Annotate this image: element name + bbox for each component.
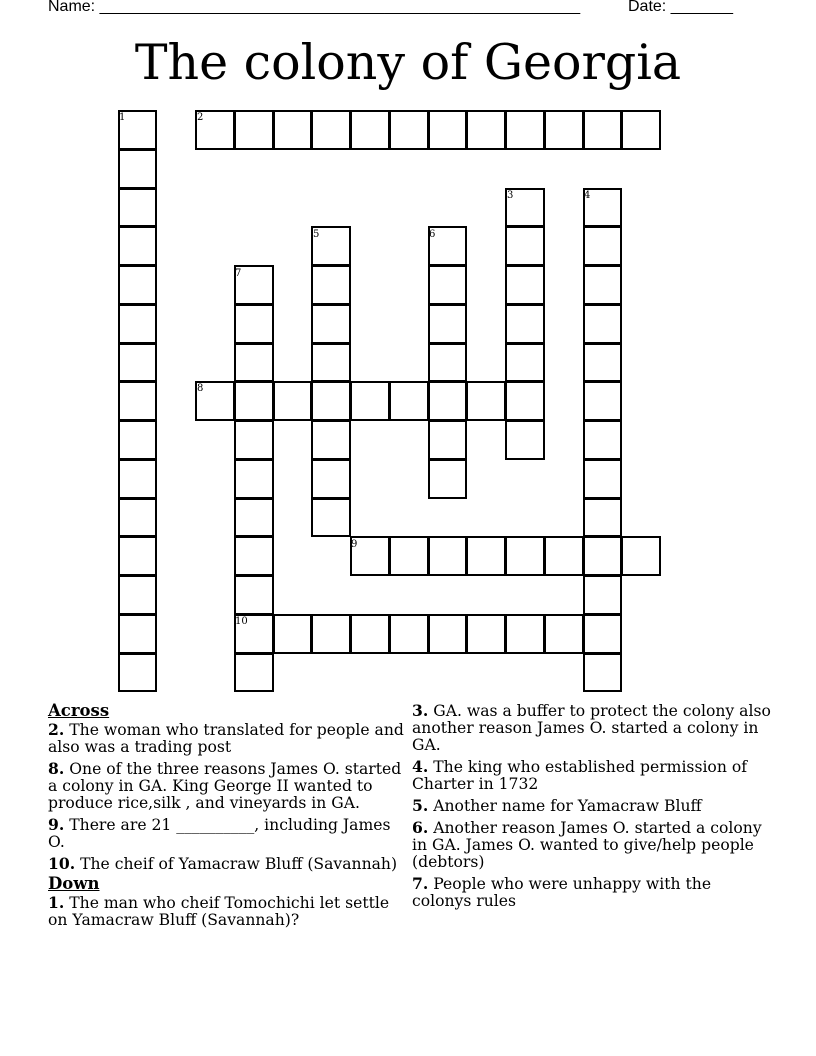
grid-cell[interactable] [234, 420, 274, 460]
date-label: Date: [628, 0, 667, 15]
grid-cell[interactable] [234, 575, 274, 615]
clue-number-9: 9 [351, 539, 358, 550]
grid-cell[interactable] [583, 459, 623, 499]
clue-number-8: 8 [197, 383, 204, 394]
down-clue-5: 5. Another name for Yamacraw Bluff [412, 796, 702, 815]
grid-cell[interactable] [234, 653, 274, 693]
grid-cell[interactable] [621, 536, 661, 576]
grid-cell[interactable] [583, 536, 623, 576]
grid-cell[interactable] [583, 653, 623, 693]
grid-cell[interactable] [234, 459, 274, 499]
down-clue-1: 1. The man who cheif Tomochichi let settle on Yamacraw Bluff (Savannah)? [48, 893, 390, 929]
grid-cell[interactable] [118, 381, 158, 421]
grid-cell[interactable] [311, 614, 351, 654]
grid-cell[interactable] [118, 614, 158, 654]
clue-number-7: 7 [235, 268, 242, 279]
grid-cell[interactable] [583, 343, 623, 383]
clue-number-4: 4 [584, 190, 591, 201]
grid-cell[interactable] [118, 536, 158, 576]
grid-cell[interactable] [428, 265, 468, 305]
grid-cell[interactable] [583, 614, 623, 654]
grid-cell[interactable] [505, 265, 545, 305]
grid-cell[interactable] [118, 149, 158, 189]
grid-cell[interactable] [234, 304, 274, 344]
grid-cell[interactable] [466, 110, 506, 150]
grid-cell[interactable] [118, 498, 158, 538]
down-clue-7: 7. People who were unhappy with the colonys rules [412, 874, 712, 910]
grid-cell[interactable] [583, 420, 623, 460]
grid-cell[interactable] [118, 304, 158, 344]
grid-cell[interactable] [505, 343, 545, 383]
grid-cell[interactable] [428, 304, 468, 344]
across-clue-10: 10. The cheif of Yamacraw Bluff (Savannah) [48, 854, 398, 873]
clue-number-2: 2 [197, 112, 204, 123]
grid-cell[interactable] [234, 110, 274, 150]
date-blank: _______ [670, 0, 733, 15]
clue-number-10: 10 [235, 616, 248, 627]
down-clue-4: 4. The king who established permission of Charter in 1732 [412, 757, 747, 793]
across-clue-9: 9. There are 21 __________, including James O. [48, 815, 391, 851]
grid-cell[interactable] [389, 614, 429, 654]
grid-cell[interactable] [311, 304, 351, 344]
grid-cell[interactable] [583, 110, 623, 150]
grid-cell[interactable] [544, 536, 584, 576]
grid-cell[interactable] [234, 536, 274, 576]
grid-cell[interactable] [311, 420, 351, 460]
grid-cell[interactable] [273, 381, 313, 421]
grid-cell[interactable] [118, 653, 158, 693]
grid-cell[interactable] [273, 614, 313, 654]
clue-number-1: 1 [119, 112, 126, 123]
grid-cell[interactable] [234, 381, 274, 421]
grid-cell[interactable] [428, 420, 468, 460]
grid-cell[interactable] [428, 110, 468, 150]
grid-cell[interactable] [583, 498, 623, 538]
grid-cell[interactable] [505, 110, 545, 150]
grid-cell[interactable] [311, 498, 351, 538]
clue-number-5: 5 [313, 229, 320, 240]
grid-cell[interactable] [505, 381, 545, 421]
clues-left-column [48, 700, 408, 933]
grid-cell[interactable] [389, 110, 429, 150]
clues-right-column [412, 702, 774, 914]
grid-cell[interactable] [350, 381, 390, 421]
page-title: The colony of Georgia [134, 34, 682, 91]
grid-cell[interactable] [583, 265, 623, 305]
across-clue-8: 8. One of the three reasons James O. started a colony in GA. King George II wanted to produce rice,silk , and vineyards in GA. [48, 759, 402, 812]
grid-cell[interactable] [118, 459, 158, 499]
grid-cell[interactable] [350, 110, 390, 150]
grid-cell[interactable] [118, 575, 158, 615]
across-clue-2: 2. The woman who translated for people and also was a trading post [48, 720, 404, 756]
grid-cell[interactable] [505, 420, 545, 460]
grid-cell[interactable] [311, 381, 351, 421]
name-label: Name: [48, 0, 96, 15]
grid-cell[interactable] [118, 265, 158, 305]
grid-cell[interactable] [466, 381, 506, 421]
grid-cell[interactable] [118, 226, 158, 266]
grid-cell[interactable] [583, 304, 623, 344]
grid-cell[interactable] [544, 110, 584, 150]
grid-cell[interactable] [583, 226, 623, 266]
grid-cell[interactable] [428, 614, 468, 654]
clue-number-6: 6 [429, 229, 436, 240]
grid-cell[interactable] [350, 614, 390, 654]
grid-cell[interactable] [118, 343, 158, 383]
down-clue-6: 6. Another reason James O. started a colony in GA. James O. wanted to give/help people (debtors) [412, 818, 762, 871]
grid-cell[interactable] [505, 226, 545, 266]
down-heading: Down [48, 874, 100, 893]
grid-cell[interactable] [311, 265, 351, 305]
grid-cell[interactable] [466, 536, 506, 576]
grid-cell[interactable] [544, 614, 584, 654]
across-heading: Across [48, 701, 110, 720]
clue-number-3: 3 [507, 190, 514, 201]
grid-cell[interactable] [389, 536, 429, 576]
grid-cell[interactable] [505, 614, 545, 654]
grid-cell[interactable] [428, 536, 468, 576]
grid-cell[interactable] [389, 381, 429, 421]
grid-cell[interactable] [234, 343, 274, 383]
grid-cell[interactable] [311, 459, 351, 499]
grid-cell[interactable] [505, 304, 545, 344]
grid-cell[interactable] [583, 381, 623, 421]
grid-cell[interactable] [428, 381, 468, 421]
grid-cell[interactable] [583, 575, 623, 615]
grid-cell[interactable] [118, 420, 158, 460]
grid-cell[interactable] [234, 498, 274, 538]
down-clue-3: 3. GA. was a buffer to protect the colony also another reason James O. started a colony in GA. [412, 701, 771, 754]
grid-cell[interactable] [428, 343, 468, 383]
grid-cell[interactable] [118, 188, 158, 228]
grid-cell[interactable] [466, 614, 506, 654]
grid-cell[interactable] [273, 110, 313, 150]
grid-cell[interactable] [505, 536, 545, 576]
grid-cell[interactable] [311, 343, 351, 383]
grid-cell[interactable] [311, 110, 351, 150]
grid-cell[interactable] [428, 459, 468, 499]
name-blank: ______________________________________________________ [99, 0, 581, 15]
grid-cell[interactable] [621, 110, 661, 150]
